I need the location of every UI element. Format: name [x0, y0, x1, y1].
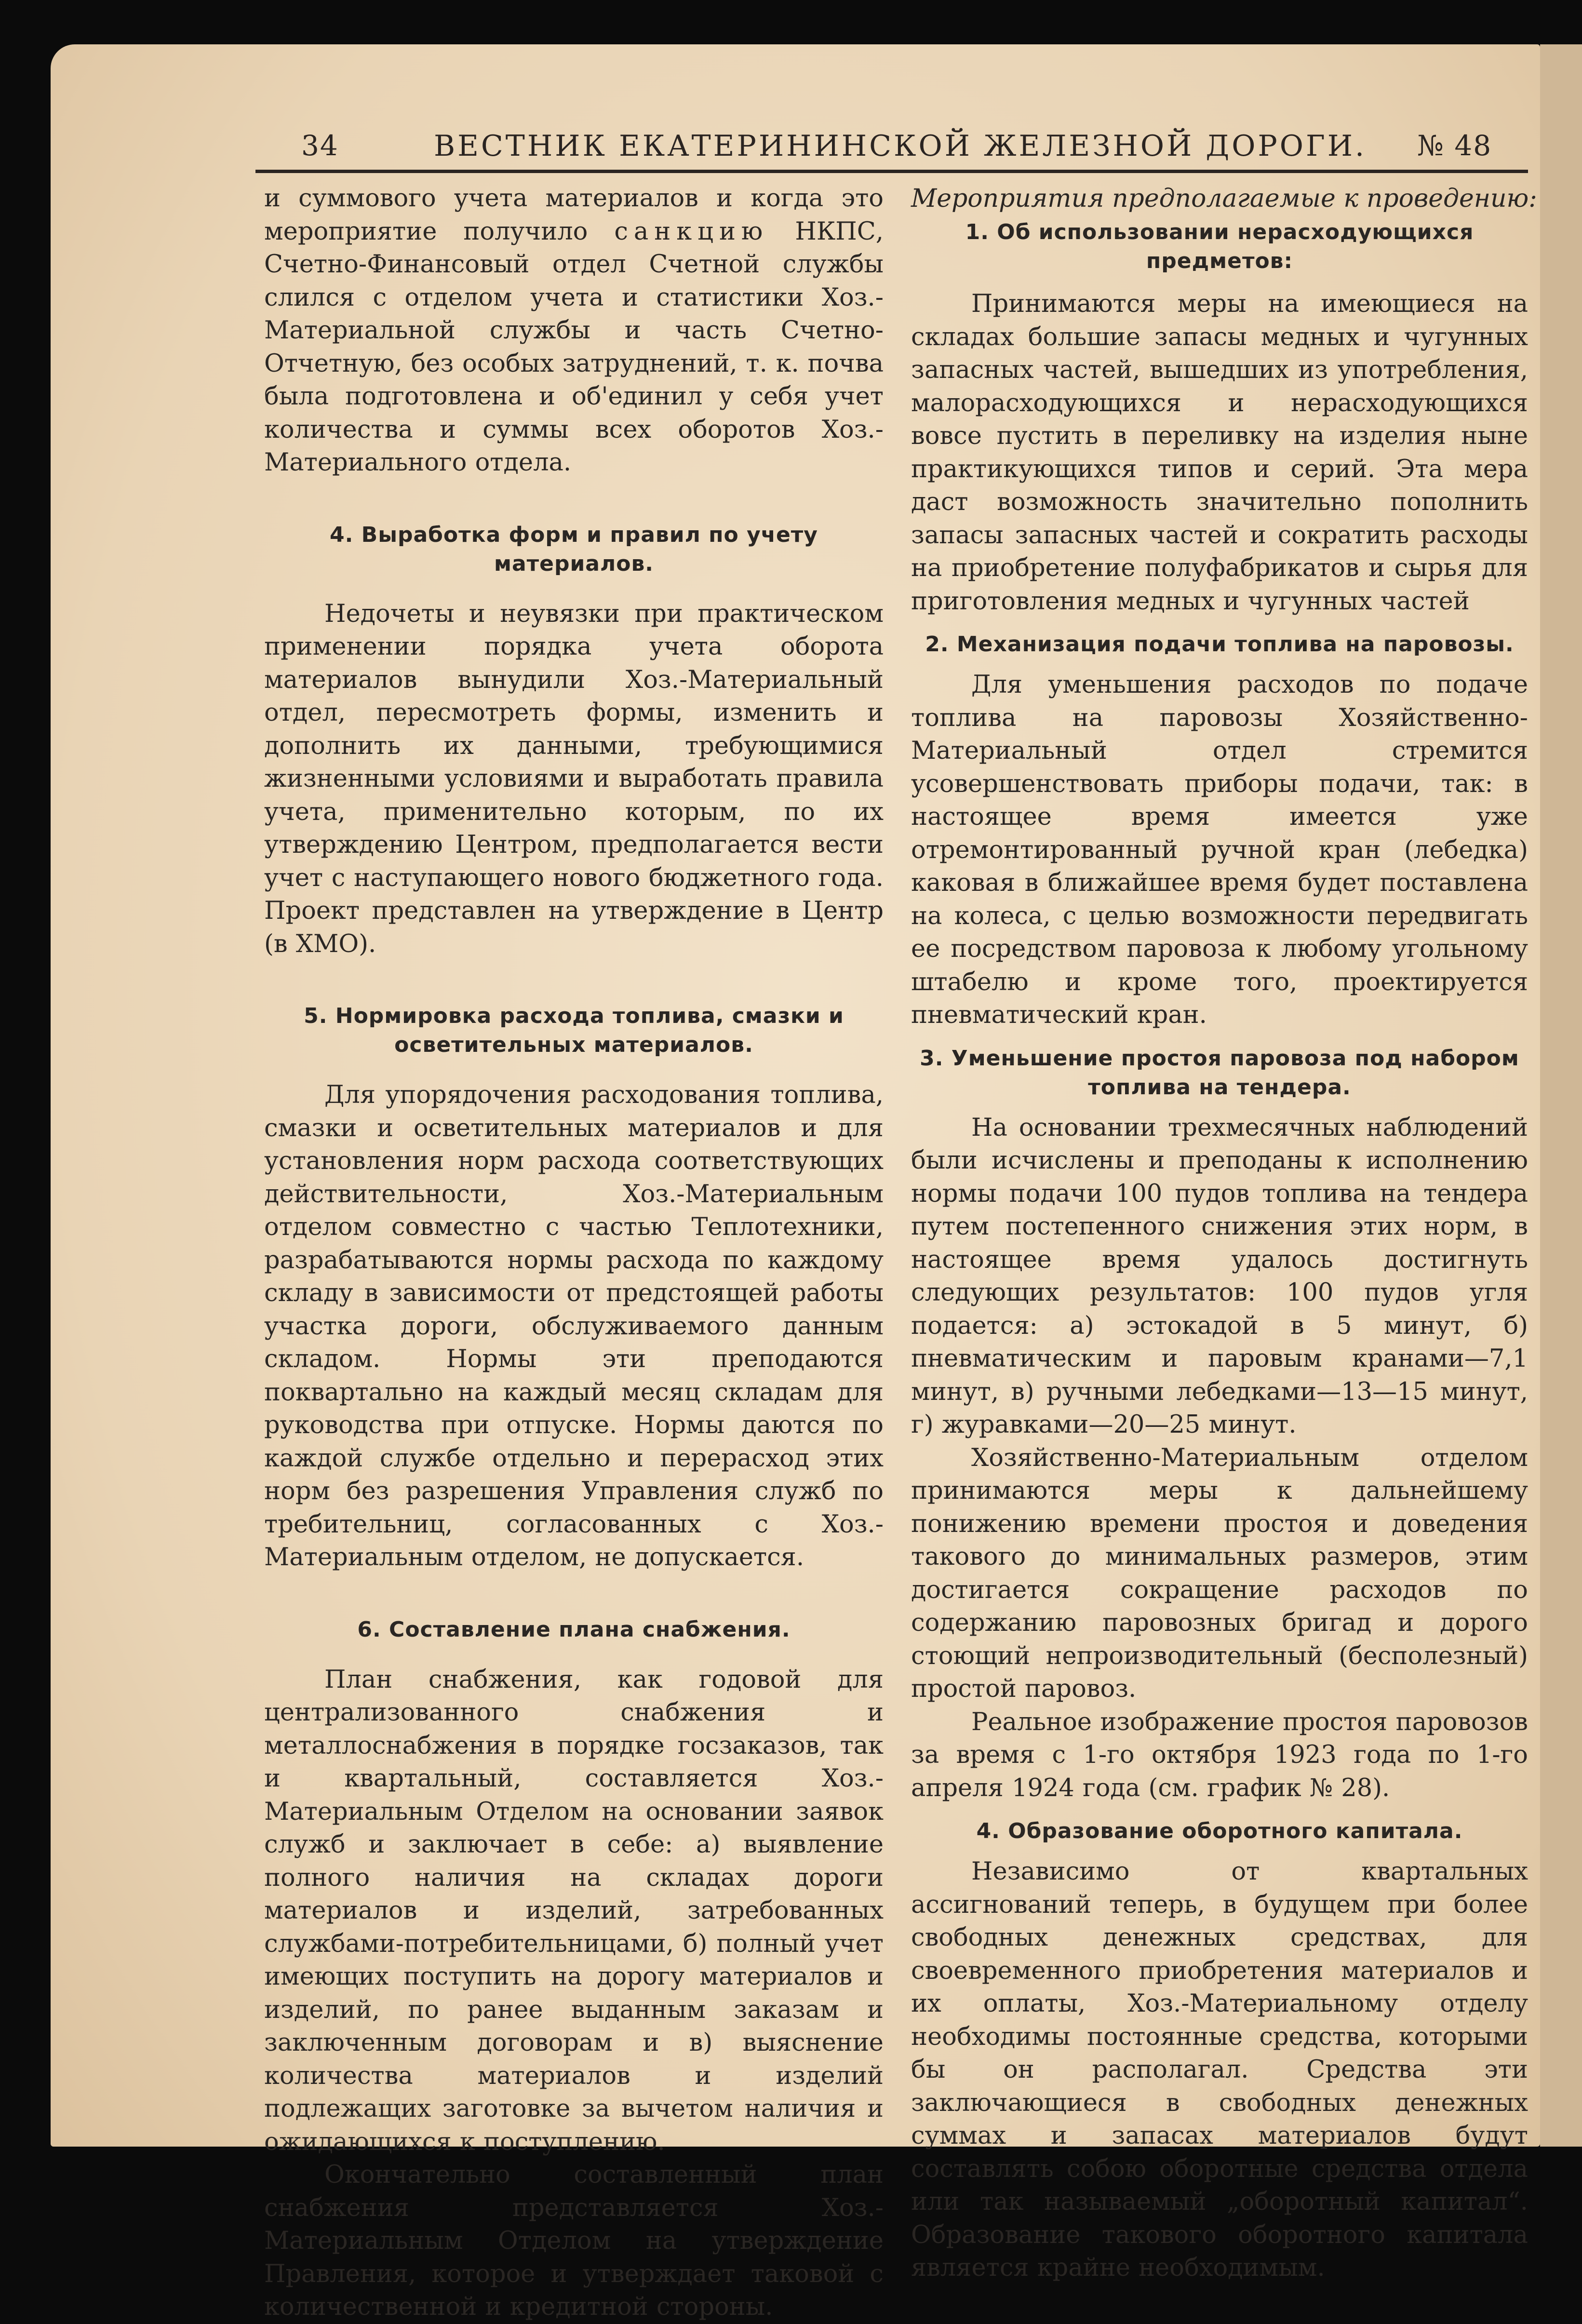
left-column — [264, 182, 884, 2321]
section-5-paragraph: Для упорядочения расходования топлива, смазки и осветительных материалов и для установления норм расхода соответствующих действительности, Хоз.-Материальным отделом совместно с частью Теплотехники, разрабатываются нормы расхода по каждому складу в зависимости от предстоящей работы участка дороги, обслуживаемого данным складом. Нормы эти преподаются поквартально на каждый месяц складам для руководства при отпуске. Нормы даются по каждой службе отдельно и перерасход этих норм без разрешения Управления служб по требительниц, согласованных с Хоз.-Материальным отделом, не допускается. — [264, 1081, 884, 1572]
right-section-3-paragraph-2: Хозяйственно-Материальным отделом принимаются меры к дальнейшему понижению времени простоя и доведения такового до минимальных размеров, этим достигается сокращение расходов по содержанию паровозных бригад и дорого стоющий непроизводительный (бесполезный) простой паровоз. — [911, 1443, 1528, 1703]
right-section-3-title: 3. Уменьшение простоя паровоза под набором топлива на тендера. — [920, 1046, 1519, 1100]
section-6-paragraph-1: План снабжения, как годовой для централизованного снабжения и металлоснабжения в порядке госзаказов, так и квартальный, составляется Хоз.-Материальным Отделом на основании заявок служб и заключает в себе: а) выявление полного наличия на складах дороги материалов и изделий, затребованных службами-потребительницами, б) полный учет имеющих поступить на дорогу материалов и изделий, по ранее выданным заказам и заключенным договорам и в) выяснение количества материалов и изделий подлежащих заготовке за вычетом наличия и ожидающихся к поступлению. — [264, 1665, 884, 2156]
right-section-4-title: 4. Образование оборотного капитала. — [976, 1819, 1463, 1843]
section-6-paragraph-2: Окончательно составленный план снабжения представляется Хоз.-Материальным Отделом на утверждение Правления, которое и утверждает таковой с количественной и кредитной стороны. — [264, 2161, 884, 2321]
right-section-3-paragraph-3: Реальное изображение простоя паровозов за время с 1-го октября 1923 года по 1-го апреля 1924 года (см. график № 28). — [911, 1707, 1528, 1802]
issue-number: № 48 — [1417, 129, 1492, 162]
right-column — [911, 182, 1537, 2282]
right-section-1-title: 1. Об использовании нерасходующихся предметов: — [965, 220, 1474, 273]
section-5-title: 5. Нормировка расхода топлива, смазки и осветительных материалов. — [304, 1004, 844, 1057]
measures-heading: Мероприятия предполагаемые к проведению: — [911, 184, 1537, 213]
intro-text-end: НКПС, Счетно-Финансовый отдел Счетной службы слился с отделом учета и статистики Хоз.-Материальной службы и часть Счетно-Отчетную, без особых затруднений, т. к. почва была подготовлена и об'единил у себя учет количества и суммы всех оборотов Хоз.-Материального отдела. — [264, 217, 884, 477]
right-section-2-title: 2. Механизация подачи топлива на паровозы. — [925, 632, 1514, 657]
right-section-3-paragraph-1: На основании трехмесячных наблюдений были исчислены и преподаны к исполнению нормы подачи 100 пудов топлива на тендера путем постепенного снижения этих норм, в настоящее время удалось достигнуть следующих результатов: 100 пудов угля подается: а) эстокадой в 5 минут, б) пневматическим и паровым кранами—7,1 минут, в) ручными лебедками—13—15 минут, г) журавками—20—25 минут. — [911, 1113, 1528, 1439]
intro-text-start: и суммового учета материалов и когда это мероприятие получило — [264, 184, 884, 246]
section-4-paragraph: Недочеты и неувязки при практическом применении порядка учета оборота материалов вынудили Хоз.-Материальный отдел, пересмотреть формы, изменить и дополнить их данными, требующимися жизненными условиями и выработать правила учета, применительно которым, по их утверждению Центром, предполагается вести учет с наступающего нового бюджетного года. Проект представлен на утверждение в Центр (в ХМО). — [264, 599, 884, 958]
header-rule — [255, 170, 1528, 173]
running-header — [251, 129, 1528, 163]
intro-spaced-word: санкцию — [614, 217, 769, 246]
right-section-1-paragraph: Принимаются меры на имеющиеся на складах большие запасы медных и чугунных запасных частей, вышедших из употребления, малорасходующихся и нерасходующихся вовсе пустить в переливку на изделия ныне практикующихся типов и серий. Эта мера даст возможность значительно пополнить запасы запасных частей и сократить расходы на приобретение полуфабрикатов и сырья для приготовления медных и чугунных частей — [911, 290, 1528, 616]
right-section-4-paragraph: Независимо от квартальных ассигнований теперь, в будущем при более свободных денежных средствах, для своевременного приобретения материалов и их оплаты, Хоз.-Материальному отделу необходимы постоянные средства, которыми бы он располагал. Средства эти заключающиеся в свободных денежных суммах и запасах материалов будут составлять собою оборотные средства отдела или так называемый „оборотный капитал“. Образование такового оборотного капитала является крайне необходимым. — [911, 1857, 1528, 2282]
intro-paragraph — [264, 182, 884, 480]
section-6-title: 6. Составление плана снабжения. — [357, 1617, 791, 1642]
next-page-edge — [1540, 44, 1582, 2147]
section-4-title: 4. Выработка форм и правил по учету материалов. — [330, 522, 818, 576]
journal-title: ВЕСТНИК ЕКАТЕРИНИНСКОЙ ЖЕЛЕЗНОЙ ДОРОГИ. — [434, 129, 1367, 163]
right-section-2-paragraph: Для уменьшения расходов по подаче топлива на паровозы Хозяйственно-Материальный отдел стремится усовершенствовать приборы подачи, так: в настоящее время имеется уже отремонтированный ручной кран (лебедка) каковая в ближайшее время будет поставлена на колеса, с целью возможности передвигать ее посредством паровоза к любому угольному штабелю и кроме того, проектируется пневматический кран. — [911, 671, 1528, 1029]
page-number: 34 — [301, 129, 339, 162]
